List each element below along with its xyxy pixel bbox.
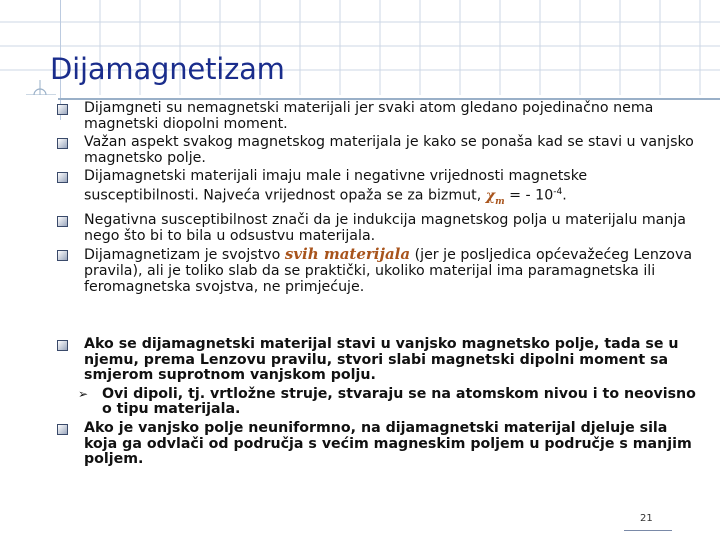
- bullet-list-bold: [62, 337, 702, 471]
- checkbox-bullet-icon: [57, 424, 68, 435]
- list-item: [62, 101, 702, 132]
- list-item-text: Ako je vanjsko polje neuniformno, na dijamagnetski materijal djeluje sila koja ga odvlači od područja s većim magneskim poljem u područje s manjim poljem.: [84, 419, 692, 468]
- susceptibility-symbol: $\chi_m$: [485, 187, 505, 207]
- highlighted-text: svih materijala: [284, 245, 411, 264]
- page-number-line: [624, 530, 672, 531]
- list-item: Dijamagnetizam je svojstvo svih materijala (jer je posljedica općevažećeg Lenzova pravila), ali je toliko slab da se praktički, ukoliko materijal ima paramagnetska ili feromagnetska svojstva, ne primjećuje.: [62, 247, 702, 295]
- list-item: [62, 337, 702, 384]
- checkbox-bullet-icon: [57, 138, 68, 149]
- list-item-text: Važan aspekt svakog magnetskog materijala je kako se ponaša kad se stavi u vanjsko magnetsko polje.: [84, 134, 694, 166]
- sub-item-text: Ovi dipoli, tj. vrtložne struje, stvaraju se na atomskom nivou i to neovisno o tipu materijala.: [102, 385, 696, 418]
- page-number: 21: [640, 513, 653, 524]
- bullet-list-main: [62, 101, 702, 298]
- sub-list-item: [62, 387, 702, 418]
- arrow-bullet-icon: ➢: [78, 386, 89, 401]
- exponent: -4: [553, 186, 563, 197]
- checkbox-bullet-icon: [57, 216, 68, 227]
- list-item: [62, 213, 702, 244]
- checkbox-bullet-icon: [57, 250, 68, 261]
- list-item: [62, 421, 702, 468]
- list-item-text: Dijamgneti su nemagnetski materijali jer svaki atom gledano pojedinačno nema magnetski diopolni moment.: [84, 100, 654, 132]
- list-item: Dijamagnetski materijali imaju male i negativne vrijednosti magnetske susceptibilnosti. Najveća vrijednost opaža se za bizmut, $\chi_m$ = - $10^{-4}$.: [62, 169, 702, 210]
- slide-title: Dijamagnetizam: [50, 52, 285, 86]
- susceptibility-value: = - 10: [504, 187, 554, 204]
- list-item-text: Negativna susceptibilnost znači da je indukcija magnetskog polja u materijalu manja nego što bi to bila u odsustvu materijala.: [84, 212, 686, 244]
- checkbox-bullet-icon: [57, 172, 68, 183]
- list-item-text: Dijamagnetski materijali imaju male i negativne vrijednosti magnetske susceptibilnosti. Najveća vrijednost opaža se za bizmut,: [84, 168, 588, 204]
- list-item: [62, 135, 702, 166]
- list-item-text: Ako se dijamagnetski materijal stavi u vanjsko magnetsko polje, tada se u njemu, prema Lenzovu pravilu, stvori slabi magnetski dipolni moment sa smjerom suprotnom vanjskom polju.: [84, 336, 679, 384]
- checkbox-bullet-icon: [57, 104, 68, 115]
- checkbox-bullet-icon: [57, 340, 68, 351]
